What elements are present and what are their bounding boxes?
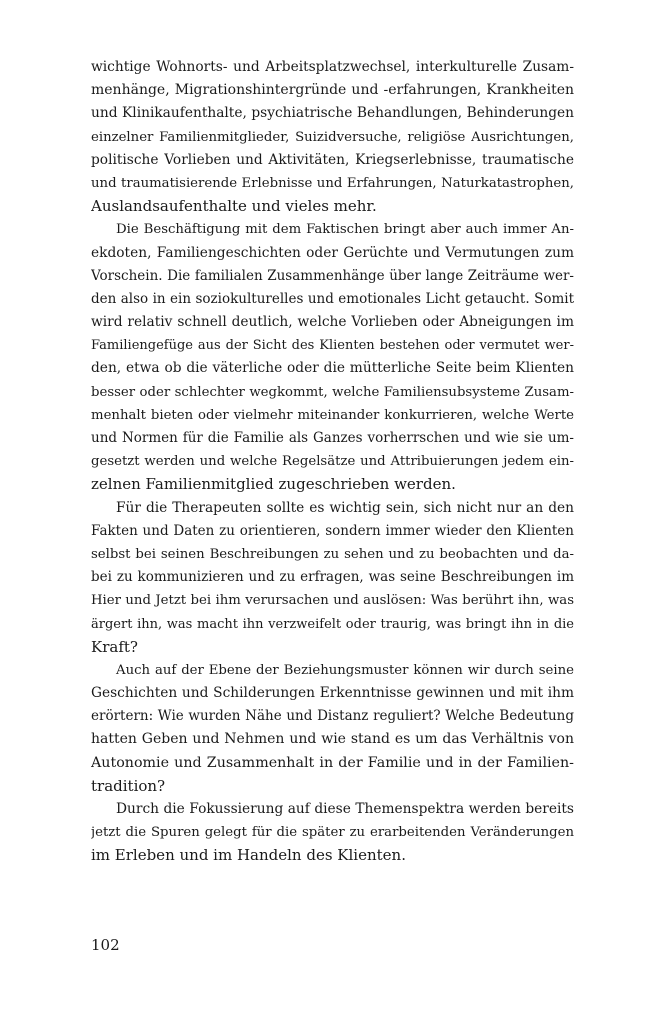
text-line: besser oder schlechter wegkommt, welche Familiensubsysteme Zusam-: [91, 384, 574, 400]
text-line: den also in ein soziokulturelles und emotionales Licht getaucht. Somit: [91, 290, 574, 307]
text-line: einzelner Familienmitglieder, Suizidversuche, religiöse Ausrichtungen,: [91, 129, 574, 145]
text-line: Auslandsaufenthalte und vieles mehr.: [91, 197, 377, 216]
text-line: Autonomie und Zusammenhalt in der Familie und in der Familien-: [91, 754, 574, 771]
text-line: und traumatisierende Erlebnisse und Erfahrungen, Naturkatastrophen,: [91, 175, 574, 191]
page-number: 102: [91, 936, 120, 954]
text-line: zelnen Familienmitglied zugeschrieben werden.: [91, 475, 456, 494]
text-line: Fakten und Daten zu orientieren, sondern immer wieder den Klienten: [91, 522, 574, 539]
text-line: politische Vorlieben und Aktivitäten, Kriegserlebnisse, traumatische: [91, 151, 574, 168]
text-line: und Normen für die Familie als Ganzes vorherrschen und wie sie um-: [91, 430, 574, 446]
text-line: Hier und Jetzt bei ihm verursachen und auslösen: Was berührt ihn, was: [91, 593, 574, 609]
text-line: Geschichten und Schilderungen Erkenntnisse gewinnen und mit ihm: [91, 685, 574, 702]
text-line: hatten Geben und Nehmen und wie stand es um das Verhältnis von: [91, 731, 574, 748]
text-line: Die Beschäftigung mit dem Faktischen bringt aber auch immer An-: [116, 222, 574, 238]
paragraph-4: [91, 659, 574, 798]
text-line: wird relativ schnell deutlich, welche Vorlieben oder Abneigungen im: [91, 314, 574, 331]
paragraph-5: [91, 798, 574, 868]
paragraph-1: [91, 56, 574, 218]
text-line: ärgert ihn, was macht ihn verzweifelt oder traurig, was bringt ihn in die: [91, 616, 574, 632]
text-line: im Erleben und im Handeln des Klienten.: [91, 846, 406, 865]
text-line: Kraft?: [91, 637, 138, 656]
text-line: Durch die Fokussierung auf diese Themenspektra werden bereits: [116, 801, 574, 817]
text-line: Für die Therapeuten sollte es wichtig sein, sich nicht nur an den: [116, 499, 574, 516]
text-line: jetzt die Spuren gelegt für die später zu erarbeitenden Veränderungen: [91, 825, 574, 841]
body-text: [91, 56, 574, 868]
text-line: Auch auf der Ebene der Beziehungsmuster können wir durch seine: [116, 662, 574, 678]
text-line: erörtern: Wie wurden Nähe und Distanz reguliert? Welche Bedeutung: [91, 708, 574, 725]
text-line: menhalt bieten oder vielmehr miteinander konkurrieren, welche Werte: [91, 407, 574, 423]
text-line: menhänge, Migrationshintergründe und -erfahrungen, Krankheiten: [91, 82, 574, 99]
text-line: gesetzt werden und welche Regelsätze und Attribuierungen jedem ein-: [91, 454, 574, 470]
text-line: und Klinikaufenthalte, psychiatrische Behandlungen, Behinderungen: [91, 105, 574, 122]
paragraph-2: [91, 218, 574, 496]
text-line: bei zu kommunizieren und zu erfragen, was seine Beschreibungen im: [91, 569, 574, 586]
text-line: ekdoten, Familiengeschichten oder Gerüchte und Vermutungen zum: [91, 244, 574, 261]
text-line: wichtige Wohnorts- und Arbeitsplatzwechsel, interkulturelle Zusam-: [91, 59, 574, 75]
paragraph-3: [91, 497, 574, 659]
text-line: tradition?: [91, 776, 166, 795]
text-line: Familiengefüge aus der Sicht des Klienten bestehen oder vermutet wer-: [91, 338, 574, 354]
text-line: Vorschein. Die familialen Zusammenhänge über lange Zeiträume wer-: [91, 267, 574, 284]
text-line: selbst bei seinen Beschreibungen zu sehen und zu beobachten und da-: [91, 546, 574, 562]
text-line: den, etwa ob die väterliche oder die mütterliche Seite beim Klienten: [91, 360, 574, 377]
